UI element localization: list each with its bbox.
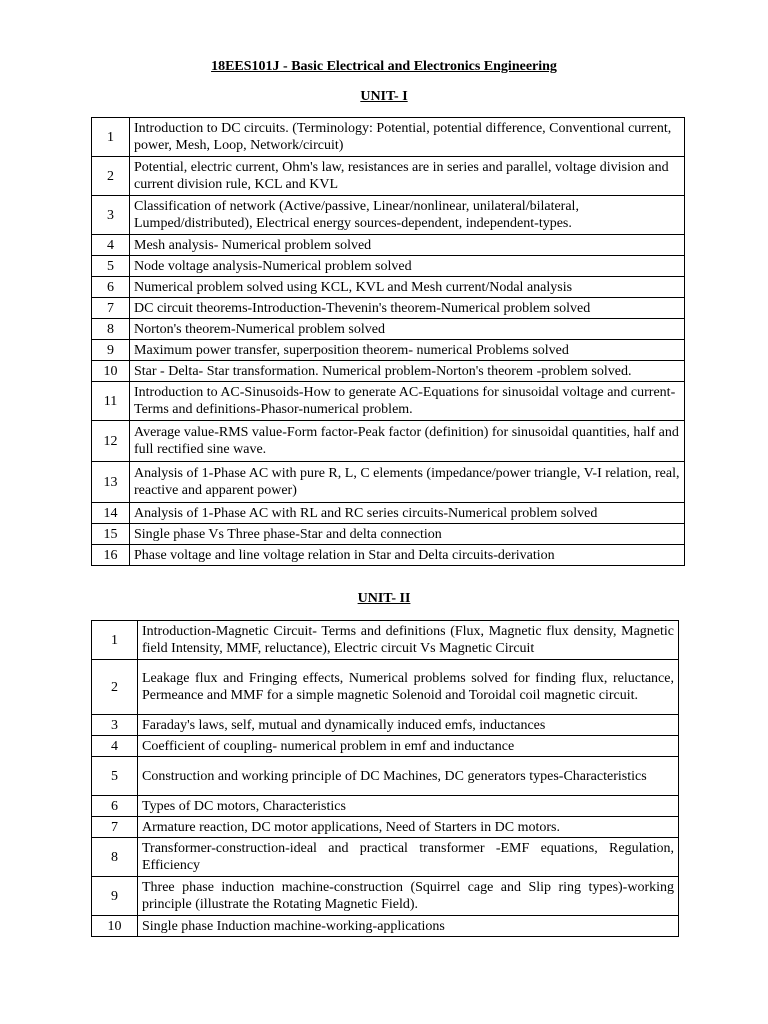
table-row [92, 796, 679, 817]
table-row [92, 361, 685, 382]
document-title [0, 58, 768, 76]
row-topic: Maximum power transfer, superposition theorem- numerical Problems solved [130, 340, 685, 361]
row-number: 10 [92, 916, 138, 937]
row-topic: Potential, electric current, Ohm's law, resistances are in series and parallel, voltage division and current division rule, KCL and KVL [130, 157, 685, 196]
table-row [92, 319, 685, 340]
row-topic: DC circuit theorems-Introduction-Thevenin's theorem-Numerical problem solved [130, 298, 685, 319]
row-number: 12 [92, 421, 130, 462]
row-topic: Analysis of 1-Phase AC with RL and RC series circuits-Numerical problem solved [130, 503, 685, 524]
row-number: 1 [92, 118, 130, 157]
row-number: 14 [92, 503, 130, 524]
row-number: 9 [92, 877, 138, 916]
document-title-text: 18EES101J - Basic Electrical and Electronics Engineering [211, 59, 557, 74]
row-topic: Transformer-construction-ideal and practical transformer -EMF equations, Regulation, Efficiency [138, 838, 679, 877]
row-topic: Star - Delta- Star transformation. Numerical problem-Norton's theorem -problem solved. [130, 361, 685, 382]
table-row [92, 660, 679, 715]
unit2-heading [0, 590, 768, 608]
row-topic: Leakage flux and Fringing effects, Numerical problems solved for finding flux, reluctance, Permeance and MMF for a simple magnetic Solenoid and Toroidal coil magnetic circuit. [138, 660, 679, 715]
row-topic: Faraday's laws, self, mutual and dynamically induced emfs, inductances [138, 715, 679, 736]
row-topic: Coefficient of coupling- numerical problem in emf and inductance [138, 736, 679, 757]
table-row [92, 817, 679, 838]
row-topic: Armature reaction, DC motor applications, Need of Starters in DC motors. [138, 817, 679, 838]
row-number: 5 [92, 256, 130, 277]
table-row [92, 503, 685, 524]
row-number: 6 [92, 277, 130, 298]
row-topic: Single phase Vs Three phase-Star and delta connection [130, 524, 685, 545]
row-number: 3 [92, 715, 138, 736]
table-row [92, 916, 679, 937]
row-number: 4 [92, 736, 138, 757]
row-number: 11 [92, 382, 130, 421]
row-topic: Phase voltage and line voltage relation in Star and Delta circuits-derivation [130, 545, 685, 566]
table-row [92, 838, 679, 877]
table-row [92, 298, 685, 319]
table-row [92, 757, 679, 796]
table-row [92, 877, 679, 916]
row-number: 9 [92, 340, 130, 361]
row-number: 6 [92, 796, 138, 817]
unit2-heading-text: UNIT- II [357, 591, 411, 606]
row-number: 3 [92, 196, 130, 235]
row-topic: Numerical problem solved using KCL, KVL and Mesh current/Nodal analysis [130, 277, 685, 298]
table-row [92, 736, 679, 757]
unit1-heading [0, 88, 768, 106]
row-number: 15 [92, 524, 130, 545]
table-row [92, 621, 679, 660]
unit1-table [91, 117, 685, 566]
row-number: 2 [92, 157, 130, 196]
table-row [92, 118, 685, 157]
row-topic: Single phase Induction machine-working-applications [138, 916, 679, 937]
row-topic: Three phase induction machine-construction (Squirrel cage and Slip ring types)-working principle (illustrate the Rotating Magnetic Field). [138, 877, 679, 916]
row-number: 1 [92, 621, 138, 660]
unit1-heading-text: UNIT- I [360, 89, 408, 104]
row-number: 8 [92, 838, 138, 877]
table-row [92, 340, 685, 361]
table-row [92, 235, 685, 256]
row-number: 4 [92, 235, 130, 256]
row-topic: Average value-RMS value-Form factor-Peak factor (definition) for sinusoidal quantities, half and full rectified sine wave. [130, 421, 685, 462]
table-row [92, 382, 685, 421]
table-row [92, 462, 685, 503]
row-number: 7 [92, 298, 130, 319]
row-number: 8 [92, 319, 130, 340]
row-topic: Mesh analysis- Numerical problem solved [130, 235, 685, 256]
row-number: 16 [92, 545, 130, 566]
row-topic: Construction and working principle of DC Machines, DC generators types-Characteristics [138, 757, 679, 796]
row-number: 5 [92, 757, 138, 796]
table-row [92, 524, 685, 545]
row-topic: Introduction-Magnetic Circuit- Terms and definitions (Flux, Magnetic flux density, Magnetic field Intensity, MMF, reluctance), Electric circuit Vs Magnetic Circuit [138, 621, 679, 660]
table-row [92, 545, 685, 566]
row-topic: Analysis of 1-Phase AC with pure R, L, C elements (impedance/power triangle, V-I relation, real, reactive and apparent power) [130, 462, 685, 503]
table-row [92, 256, 685, 277]
row-number: 13 [92, 462, 130, 503]
row-topic: Types of DC motors, Characteristics [138, 796, 679, 817]
row-number: 2 [92, 660, 138, 715]
unit2-table [91, 620, 679, 937]
table-row [92, 196, 685, 235]
table-row [92, 277, 685, 298]
table-row [92, 715, 679, 736]
table-row [92, 421, 685, 462]
row-number: 10 [92, 361, 130, 382]
row-topic: Norton's theorem-Numerical problem solved [130, 319, 685, 340]
table-row [92, 157, 685, 196]
row-topic: Node voltage analysis-Numerical problem solved [130, 256, 685, 277]
row-topic: Classification of network (Active/passive, Linear/nonlinear, unilateral/bilateral, Lumped/distributed), Electrical energy sources-dependent, independent-types. [130, 196, 685, 235]
row-number: 7 [92, 817, 138, 838]
row-topic: Introduction to AC-Sinusoids-How to generate AC-Equations for sinusoidal voltage and current-Terms and definitions-Phasor-numerical problem. [130, 382, 685, 421]
row-topic: Introduction to DC circuits. (Terminology: Potential, potential difference, Conventional current, power, Mesh, Loop, Network/circuit) [130, 118, 685, 157]
